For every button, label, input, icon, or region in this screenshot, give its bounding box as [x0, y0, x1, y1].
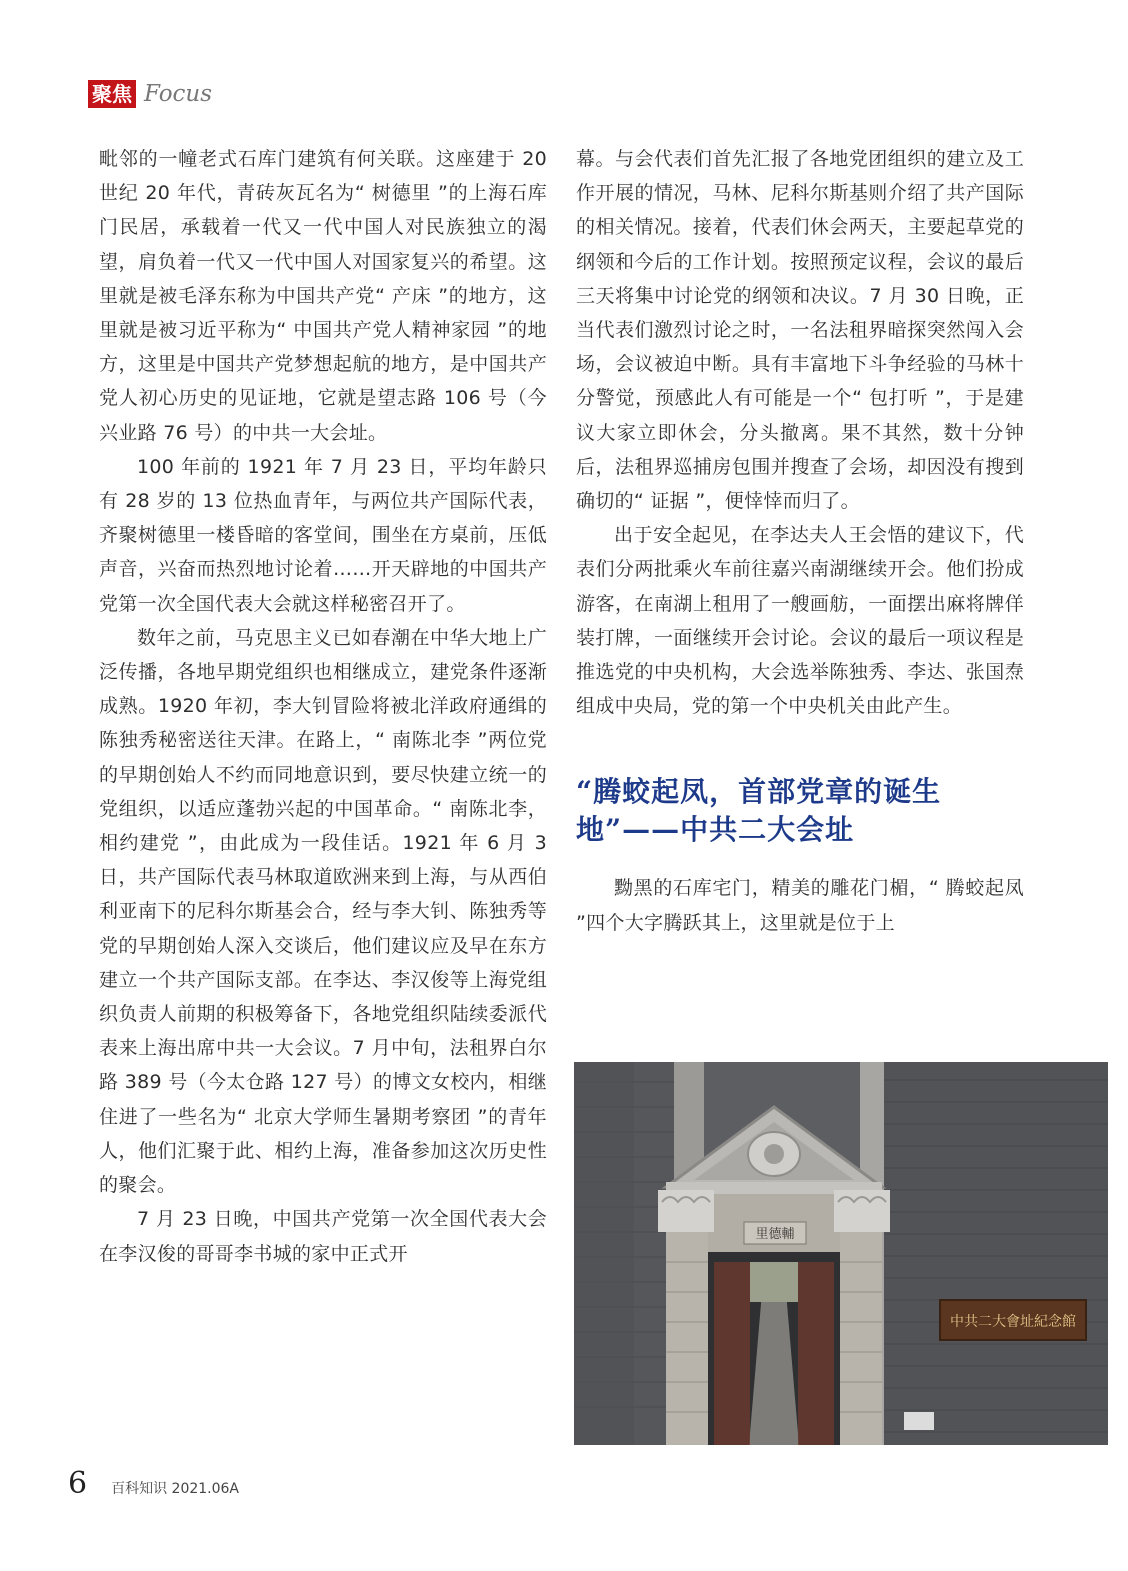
- paragraph: 100 年前的 1921 年 7 月 23 日，平均年龄只有 28 岁的 13 位热血青年，与两位共产国际代表，齐聚树德里一楼昏暗的客堂间，围坐在方桌前，压低声音，兴奋而热烈地讨论着……开天辟地的中国共产党第一次全国代表大会就这样秘密召开了。: [99, 455, 547, 615]
- section-heading: “腾蛟起凤，首部党章的诞生地”——中共二大会址: [576, 775, 942, 847]
- paragraph: 数年之前，马克思主义已如春潮在中华大地上广泛传播，各地早期党组织也相继成立，建党条件逐渐成熟。1920 年初，李大钊冒险将被北洋政府通缉的陈独秀秘密送往天津。在路上，“ 南陈北李 ”两位党的早期创始人不约而同地意识到，要尽快建立统一的党组织，以适应蓬勃兴起的中国革命。“ 南陈北李，相约建党 ”，由此成为一段佳话。1921 年 6 月 3 日，共产国际代表马林取道欧洲来到上海，与从西伯利亚南下的尼科尔斯基会合，经与李大钊、陈独秀等党的早期创始人深入交谈后，他们建议应及早在东方建立一个共产国际支部。在李达、李汉俊等上海党组织负责人前期的积极筹备下，各地党组织陆续委派代表来上海出席中共一大会议。7 月中旬，法租界白尔路 389 号（今太仓路 127 号）的博文女校内，相继住进了一些名为“ 北京大学师生暑期考察团 ”的青年人，他们汇聚于此、相约上海，准备参加这次历史性的聚会。: [99, 626, 547, 1197]
- paragraph: 毗邻的一幢老式石库门建筑有何关联。这座建于 20 世纪 20 年代，青砖灰瓦名为“ 树德里 ”的上海石库门民居，承载着一代又一代中国人对民族独立的渴望，肩负着一代又一代中国人对国家复兴的希望。这里就是被毛泽东称为中国共产党“ 产床 ”的地方，这里就是被习近平称为“ 中国共产党人精神家园 ”的地方，这里是中国共产党梦想起航的地方，是中国共产党人初心历史的见证地，它就是望志路 106 号（今兴业路 76 号）的中共一大会址。: [99, 148, 547, 444]
- section-header: [88, 78, 212, 110]
- left-column: [99, 142, 547, 1271]
- page-footer: [68, 1466, 239, 1501]
- paragraph: 出于安全起见，在李达夫人王会悟的建议下，代表们分两批乘火车前往嘉兴南湖继续开会。他们扮成游客，在南湖上租用了一艘画舫，一面摆出麻将牌佯装打牌，一面继续开会讨论。会议的最后一项议程是推选党的中央机构，大会选举陈独秀、李达、张国焘组成中央局，党的第一个中央机关由此产生。: [576, 524, 1024, 718]
- section-tag-english: Focus: [144, 81, 213, 107]
- paragraph: 7 月 23 日晚，中国共产党第一次全国代表大会在李汉俊的哥哥李书城的家中正式开: [99, 1208, 547, 1265]
- paragraph: 黝黑的石库宅门，精美的雕花门楣，“ 腾蛟起凤 ”四个大字腾跃其上，这里就是位于上: [576, 877, 1024, 934]
- section-tag: 聚焦: [88, 80, 136, 108]
- paragraph: 幕。与会代表们首先汇报了各地党团组织的建立及工作开展的情况，马林、尼科尔斯基则介绍了共产国际的相关情况。接着，代表们休会两天，主要起草党的纲领和今后的工作计划。按照预定议程，会议的最后三天将集中讨论党的纲领和决议。7 月 30 日晚，正当代表们激烈讨论之时，一名法租界暗探突然闯入会场，会议被迫中断。具有丰富地下斗争经验的马林十分警觉，预感此人有可能是一个“ 包打听 ”，于是建议大家立即休会，分头撤离。果不其然，数十分钟后，法租界巡捕房包围并搜查了会场，却因没有搜到确切的“ 证据 ”，便悻悻而归了。: [576, 148, 1024, 513]
- right-column: [576, 142, 1024, 940]
- gate-plaque-text: 里德輔: [755, 1227, 795, 1242]
- memorial-sign-text: 中共二大會址紀念館: [950, 1314, 1076, 1330]
- publication-info: 百科知识 2021.06A: [111, 1481, 240, 1497]
- memorial-gate-photo: [574, 1062, 1108, 1445]
- page-number: 6: [68, 1466, 88, 1501]
